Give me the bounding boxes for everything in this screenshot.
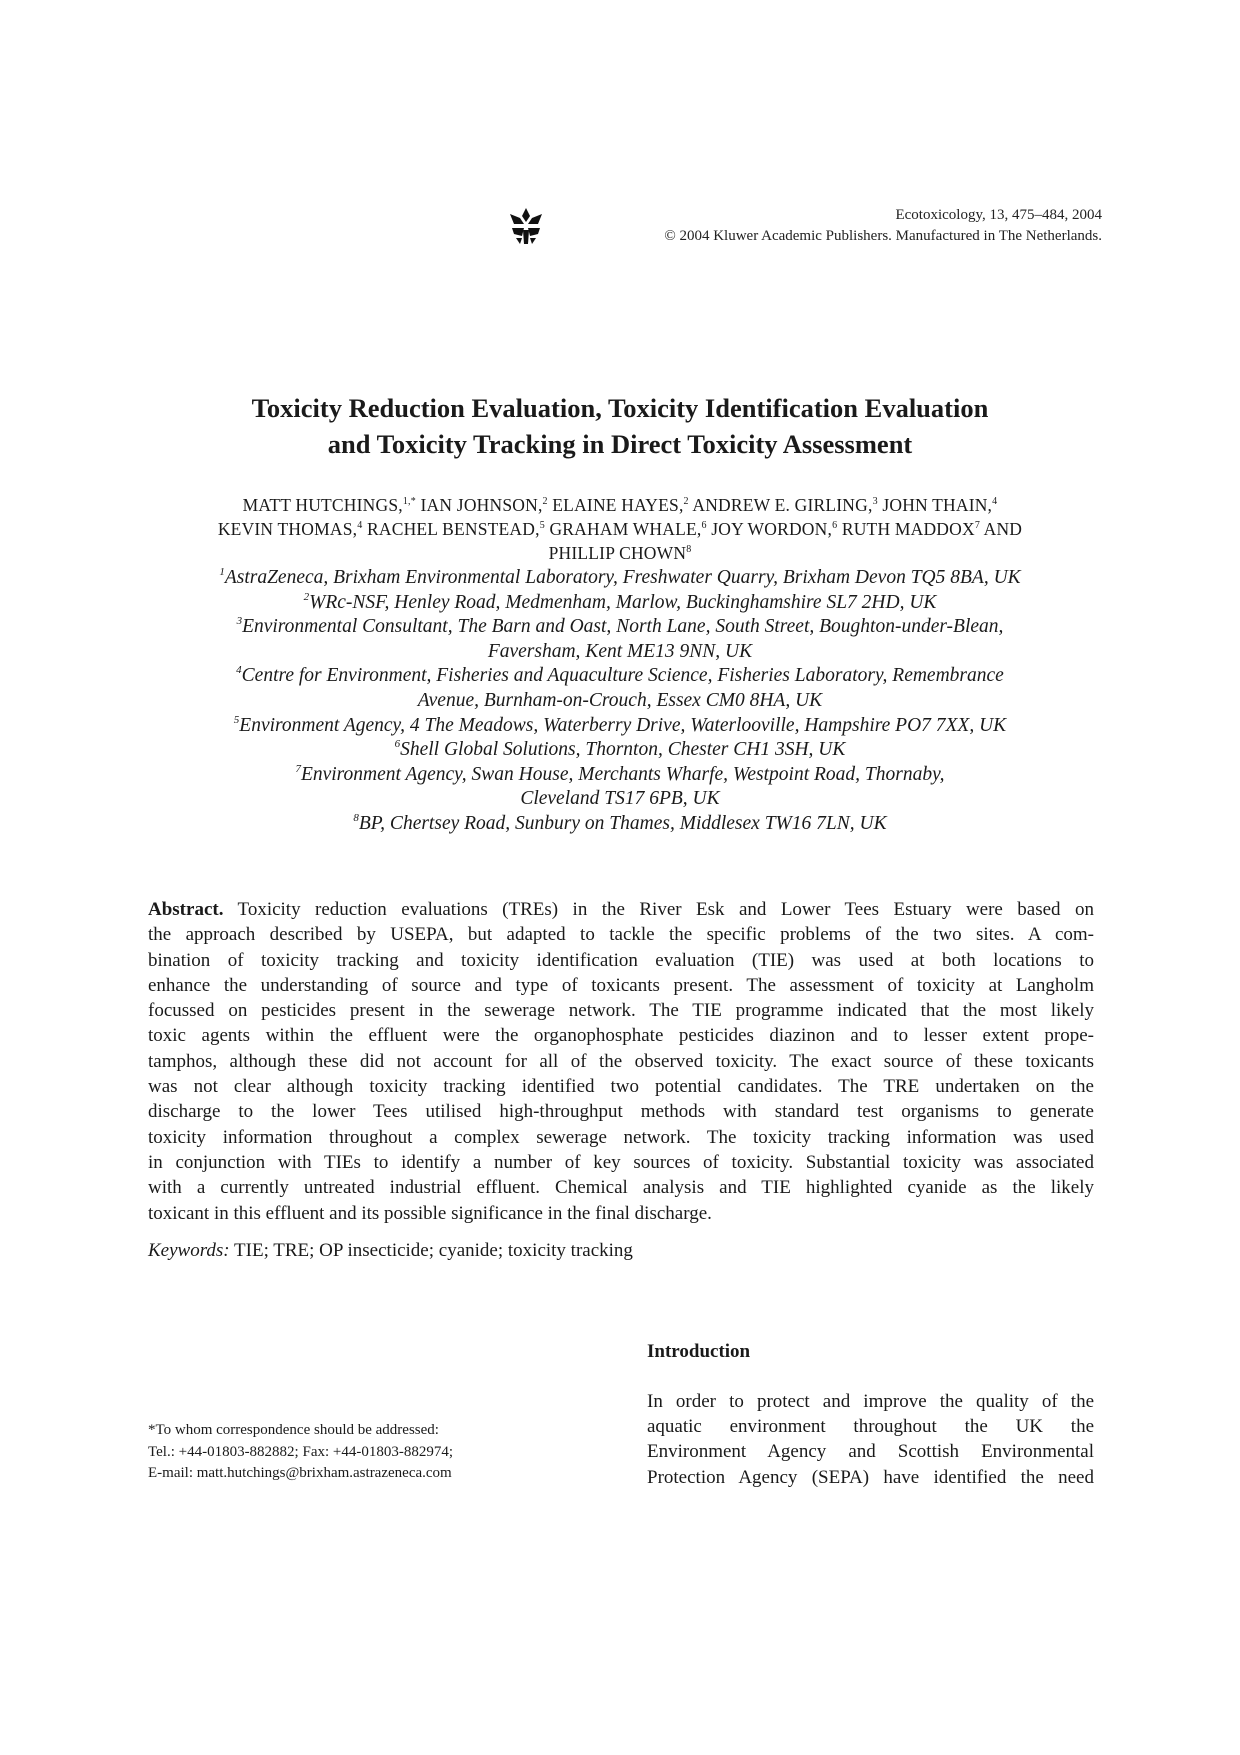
affiliation-text: Faversham, Kent ME13 9NN, UK	[487, 640, 753, 662]
affiliation-line	[130, 787, 1110, 812]
abstract-line: toxic agents within the effluent were the organophosphate pesticides diazinon and to lesser extent prope-	[148, 1025, 1094, 1047]
affiliation-text: Environmental Consultant, The Barn and Oast, North Lane, South Street, Boughton-under-Blean,	[242, 616, 1004, 638]
abstract-text: Toxicity reduction evaluations (TREs) in the River Esk and Lower Tees Estuary were based on	[223, 899, 1094, 920]
affiliation-line	[130, 591, 1110, 616]
affil-mark: 3	[236, 615, 243, 628]
author-affil-mark: 2	[683, 496, 689, 507]
author-affil-mark: 4	[357, 520, 363, 531]
abstract-line: discharge to the lower Tees utilised high-throughput methods with standard test organisms to generate	[148, 1101, 1094, 1123]
journal-header	[664, 205, 1102, 247]
footnote-line: E-mail: matt.hutchings@brixham.astrazeneca.com	[148, 1465, 452, 1481]
affiliation-text: Avenue, Burnham-on-Crouch, Essex CM0 8HA, UK	[417, 689, 823, 711]
affiliation-list	[130, 566, 1110, 837]
abstract-line: in conjunction with TIEs to identify a number of key sources of toxicity. Substantial toxicity was associated	[148, 1151, 1094, 1173]
abstract-label: Abstract.	[148, 899, 224, 920]
author-affil-mark: 5	[539, 520, 545, 531]
author-line	[130, 517, 1110, 541]
body-line: Environment Agency and Scottish Environmental	[647, 1441, 1094, 1463]
citation: Ecotoxicology, 13, 475–484, 2004	[895, 207, 1102, 223]
affiliation-text: Centre for Environment, Fisheries and Aquaculture Science, Fisheries Laboratory, Remembrance	[241, 665, 1004, 687]
author-name: MATT HUTCHINGS,	[242, 495, 403, 515]
affiliation-line	[130, 566, 1110, 591]
abstract-line: toxicant in this effluent and its possible significance in the final discharge.	[148, 1202, 712, 1224]
title-line: Toxicity Reduction Evaluation, Toxicity Identification Evaluation	[251, 393, 989, 423]
affiliation-line	[130, 615, 1110, 640]
abstract-line: tamphos, although these did not account for all of the observed toxicity. The exact source of these toxicants	[148, 1050, 1094, 1072]
affiliation-line	[130, 640, 1110, 665]
abstract-line: enhance the understanding of source and type of toxicants present. The assessment of toxicity at Langholm	[148, 974, 1094, 996]
copyright-line: © 2004 Kluwer Academic Publishers. Manufactured in The Netherlands.	[664, 228, 1102, 244]
keywords-text: TIE; TRE; OP insecticide; cyanide; toxicity tracking	[229, 1240, 633, 1261]
article-title	[130, 390, 1110, 462]
section-heading-introduction: Introduction	[647, 1341, 751, 1362]
author-affil-mark: 6	[832, 520, 838, 531]
affil-mark: 4	[236, 664, 242, 677]
affiliation-line	[130, 689, 1110, 714]
author-name: ANDREW E. GIRLING,	[688, 495, 873, 515]
author-name: IAN JOHNSON,	[415, 495, 543, 515]
author-name: AND	[980, 519, 1023, 539]
abstract-line	[148, 897, 1094, 922]
author-affil-mark: 8	[686, 544, 692, 555]
author-affil-mark: 4	[992, 496, 998, 507]
footnote-line: *To whom correspondence should be addressed:	[148, 1422, 439, 1438]
author-name: JOHN THAIN,	[877, 495, 993, 515]
author-name: KEVIN THOMAS,	[217, 519, 358, 539]
abstract-line: focussed on pesticides present in the sewerage network. The TIE programme indicated that the most likely	[148, 1000, 1094, 1022]
correspondence-footnote	[148, 1420, 453, 1485]
affil-mark: 2	[303, 590, 310, 603]
affiliation-text: Environment Agency, 4 The Meadows, Waterberry Drive, Waterlooville, Hampshire PO7 7XX, UK	[239, 714, 1007, 736]
author-list	[130, 493, 1110, 565]
affiliation-line	[130, 812, 1110, 837]
affiliation-line	[130, 664, 1110, 689]
author-affil-mark: 3	[872, 496, 878, 507]
body-line: Protection Agency (SEPA) have identified the need	[647, 1466, 1094, 1488]
author-affil-mark: 1,*	[402, 496, 416, 507]
keywords-label: Keywords:	[148, 1240, 230, 1261]
author-name: RACHEL BENSTEAD,	[362, 519, 540, 539]
abstract-line: bination of toxicity tracking and toxicity identification evaluation (TIE) was used at both locations to	[148, 949, 1094, 971]
abstract-line: with a currently untreated industrial effluent. Chemical analysis and TIE highlighted cyanide as the likely	[148, 1177, 1094, 1199]
author-name: GRAHAM WHALE,	[544, 519, 702, 539]
title-line: and Toxicity Tracking in Direct Toxicity Assessment	[327, 429, 913, 459]
affiliation-line	[130, 714, 1110, 739]
author-affil-mark: 7	[974, 520, 981, 531]
affiliation-text: BP, Chertsey Road, Sunbury on Thames, Middlesex TW16 7LN, UK	[358, 812, 887, 834]
author-affil-mark: 2	[542, 496, 548, 507]
affiliation-line	[130, 763, 1110, 788]
affiliation-text: Environment Agency, Swan House, Merchants Wharfe, Westpoint Road, Thornaby,	[300, 763, 945, 785]
affil-mark: 1	[219, 566, 225, 578]
author-line	[130, 541, 1110, 565]
body-line: aquatic environment throughout the UK the	[647, 1416, 1094, 1438]
footnote-line: Tel.: +44-01803-882882; Fax: +44-01803-882974;	[148, 1443, 454, 1460]
affil-mark: 5	[233, 713, 240, 726]
abstract-line: was not clear although toxicity tracking identified two potential candidates. The TRE undertaken on the	[148, 1076, 1094, 1098]
keywords	[148, 1238, 633, 1263]
affiliation-text: Cleveland TS17 6PB, UK	[520, 788, 720, 810]
author-affil-mark: 6	[701, 520, 707, 531]
affiliation-text: AstraZeneca, Brixham Environmental Laboratory, Freshwater Quarry, Brixham Devon TQ5 8BA, UK	[224, 567, 1021, 588]
affiliation-text: Shell Global Solutions, Thornton, Chester CH1 3SH, UK	[400, 739, 846, 761]
affiliation-text: WRc-NSF, Henley Road, Medmenham, Marlow, Buckinghamshire SL7 2HD, UK	[309, 591, 937, 613]
introduction-body	[647, 1389, 1094, 1490]
author-name: RUTH MADDOX	[837, 519, 975, 539]
author-line	[130, 493, 1110, 517]
body-line: In order to protect and improve the quality of the	[647, 1391, 1094, 1412]
author-name: JOY WORDON,	[706, 519, 833, 539]
author-name: PHILLIP CHOWN	[548, 543, 687, 563]
abstract-line: the approach described by USEPA, but adapted to tackle the specific problems of the two sites. A com-	[148, 924, 1094, 946]
affil-mark: 7	[295, 762, 301, 775]
affiliation-line	[130, 738, 1110, 763]
author-name: ELAINE HAYES,	[547, 495, 684, 515]
abstract	[148, 897, 1094, 1226]
affil-mark: 8	[353, 811, 359, 824]
abstract-line: toxicity information throughout a complex sewerage network. The toxicity tracking information was used	[148, 1126, 1094, 1148]
publisher-logo-icon	[508, 206, 544, 246]
affil-mark: 6	[394, 738, 401, 751]
